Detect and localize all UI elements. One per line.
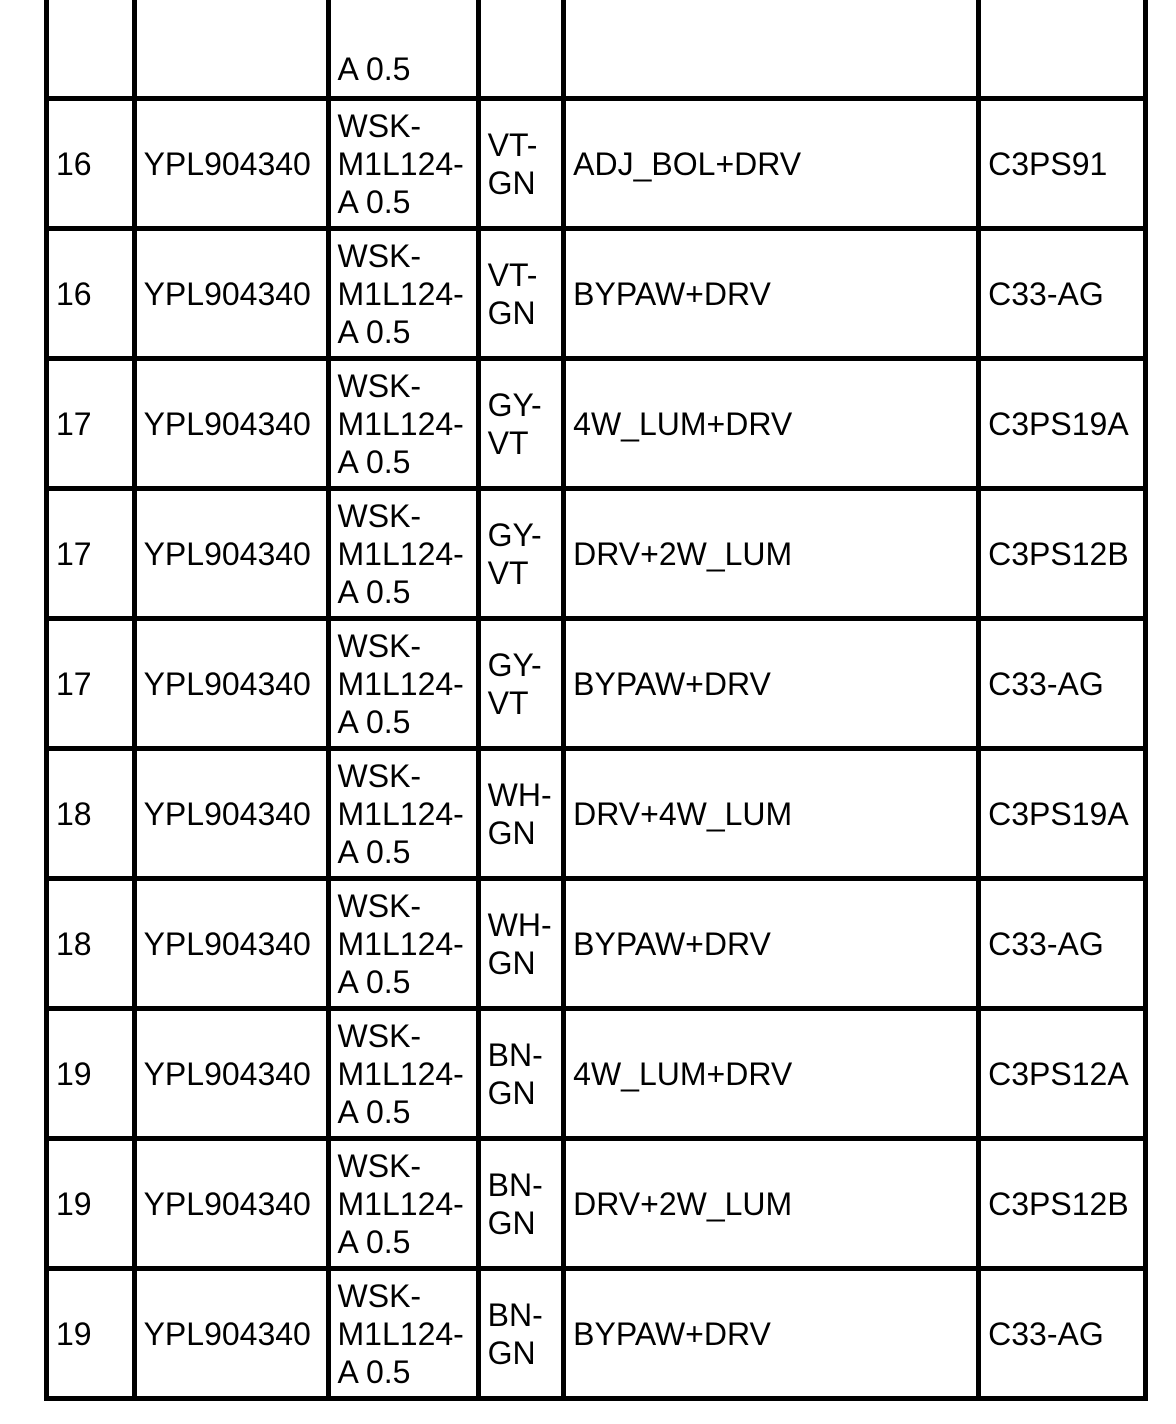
- terminal-line: A 0.5: [337, 1093, 411, 1130]
- wire-color-line: WH-: [487, 906, 552, 943]
- wire-color-line: BN-: [487, 1166, 543, 1203]
- terminal-line: A 0.5: [337, 313, 411, 350]
- wiring-table: [44, 0, 1148, 1401]
- terminal-line: A 0.5: [337, 703, 411, 740]
- part-number-cell: YPL904340: [134, 1009, 328, 1139]
- terminal-line: WSK-: [337, 887, 422, 924]
- terminal-line: M1L124-: [337, 1055, 464, 1092]
- terminal-line: A 0.5: [337, 443, 411, 480]
- wire-color-cell: [478, 879, 564, 1009]
- part-number-cell: YPL904340: [134, 879, 328, 1009]
- terminal-cell: [328, 879, 478, 1009]
- wire-color-cell: [478, 749, 564, 879]
- part-number-cell: YPL904340: [134, 359, 328, 489]
- terminal-line: WSK-: [337, 107, 422, 144]
- terminal-line: A 0.5: [337, 573, 411, 610]
- wire-color-line: GN: [487, 1074, 536, 1111]
- circuit-cell: ADJ_BOL+DRV: [564, 99, 979, 229]
- terminal-cell: [328, 1269, 478, 1399]
- wire-color-cell: [478, 489, 564, 619]
- circuit-cell: BYPAW+DRV: [564, 879, 979, 1009]
- table-row: [47, 359, 1146, 489]
- terminal-line: WSK-: [337, 1147, 422, 1184]
- terminal-line: WSK-: [337, 1277, 422, 1314]
- circuit-cell: DRV+2W_LUM: [564, 1139, 979, 1269]
- terminal-cell: [328, 1009, 478, 1139]
- connector-cell: C3PS91: [979, 99, 1146, 229]
- terminal-line: A 0.5: [337, 833, 411, 870]
- cavity-cell: [47, 0, 135, 99]
- terminal-cell: [328, 489, 478, 619]
- terminal-cell: [328, 749, 478, 879]
- terminal-cell: [328, 99, 478, 229]
- terminal-line: A 0.5: [337, 963, 411, 1000]
- wire-color-line: GY-: [487, 386, 542, 423]
- table-row: [47, 489, 1146, 619]
- table-row: [47, 1009, 1146, 1139]
- terminal-line: A 0.5: [337, 183, 411, 220]
- wire-color-line: VT: [487, 554, 529, 591]
- wire-color-line: BN-: [487, 1036, 543, 1073]
- circuit-cell: BYPAW+DRV: [564, 1269, 979, 1399]
- wire-color-line: VT-: [487, 126, 538, 163]
- wire-color-cell: [478, 229, 564, 359]
- connector-cell: C3PS12B: [979, 1139, 1146, 1269]
- terminal-line: WSK-: [337, 367, 422, 404]
- terminal-line: M1L124-: [337, 665, 464, 702]
- terminal-cell: [328, 1139, 478, 1269]
- wire-color-line: GY-: [487, 646, 542, 683]
- wire-color-cell: [478, 1139, 564, 1269]
- terminal-line: WSK-: [337, 497, 422, 534]
- cavity-cell: 18: [47, 749, 135, 879]
- terminal-line: WSK-: [337, 1017, 422, 1054]
- part-number-cell: YPL904340: [134, 489, 328, 619]
- terminal-line: A 0.5: [337, 1223, 411, 1260]
- cavity-cell: 17: [47, 619, 135, 749]
- wire-color-line: WH-: [487, 776, 552, 813]
- table-row: [47, 749, 1146, 879]
- terminal-line: WSK-: [337, 627, 422, 664]
- wire-color-line: VT: [487, 424, 529, 461]
- table-row: [47, 879, 1146, 1009]
- wire-color-line: GN: [487, 294, 536, 331]
- terminal-line: M1L124-: [337, 795, 464, 832]
- connector-cell: C3PS12B: [979, 489, 1146, 619]
- terminal-line: M1L124-: [337, 1315, 464, 1352]
- terminal-line: M1L124-: [337, 405, 464, 442]
- part-number-cell: YPL904340: [134, 229, 328, 359]
- wire-color-cell: [478, 619, 564, 749]
- table-body: [47, 0, 1146, 1399]
- terminal-line: WSK-: [337, 237, 422, 274]
- terminal-line: M1L124-: [337, 275, 464, 312]
- wire-color-line: GY-: [487, 516, 542, 553]
- wire-color-cell: [478, 99, 564, 229]
- cavity-cell: 18: [47, 879, 135, 1009]
- circuit-cell: [564, 0, 979, 99]
- cavity-cell: 19: [47, 1269, 135, 1399]
- table-row: [47, 1269, 1146, 1399]
- connector-cell: C33-AG: [979, 619, 1146, 749]
- terminal-cell: [328, 619, 478, 749]
- cavity-cell: 16: [47, 99, 135, 229]
- wire-color-cell: [478, 1269, 564, 1399]
- part-number-cell: YPL904340: [134, 619, 328, 749]
- wire-color-cell: [478, 359, 564, 489]
- terminal-line: WSK-: [337, 757, 422, 794]
- terminal-line: M1L124-: [337, 145, 464, 182]
- connector-cell: C33-AG: [979, 879, 1146, 1009]
- part-number-cell: YPL904340: [134, 749, 328, 879]
- circuit-cell: BYPAW+DRV: [564, 619, 979, 749]
- wire-color-line: GN: [487, 944, 536, 981]
- wire-color-line: GN: [487, 164, 536, 201]
- connector-cell: [979, 0, 1146, 99]
- wire-color-line: VT-: [487, 256, 538, 293]
- wire-color-line: VT: [487, 684, 529, 721]
- connector-cell: C3PS19A: [979, 359, 1146, 489]
- connector-cell: C33-AG: [979, 1269, 1146, 1399]
- terminal-cell: [328, 359, 478, 489]
- part-number-cell: [134, 0, 328, 99]
- wire-color-line: GN: [487, 1204, 536, 1241]
- cavity-cell: 19: [47, 1139, 135, 1269]
- part-number-cell: YPL904340: [134, 1269, 328, 1399]
- part-number-cell: YPL904340: [134, 99, 328, 229]
- terminal-line: M1L124-: [337, 535, 464, 572]
- circuit-cell: BYPAW+DRV: [564, 229, 979, 359]
- table-row: [47, 1139, 1146, 1269]
- connector-cell: C33-AG: [979, 229, 1146, 359]
- connector-cell: C3PS12A: [979, 1009, 1146, 1139]
- wire-color-line: GN: [487, 814, 536, 851]
- table-row: [47, 99, 1146, 229]
- terminal-cell: [328, 0, 478, 99]
- wire-color-cell: [478, 1009, 564, 1139]
- wire-color-cell: [478, 0, 564, 99]
- cavity-cell: 17: [47, 489, 135, 619]
- partial-table-row: [47, 0, 1146, 99]
- circuit-cell: 4W_LUM+DRV: [564, 359, 979, 489]
- circuit-cell: DRV+2W_LUM: [564, 489, 979, 619]
- circuit-cell: DRV+4W_LUM: [564, 749, 979, 879]
- cavity-cell: 19: [47, 1009, 135, 1139]
- terminal-line: M1L124-: [337, 1185, 464, 1222]
- terminal-line: M1L124-: [337, 925, 464, 962]
- cavity-cell: 16: [47, 229, 135, 359]
- circuit-cell: 4W_LUM+DRV: [564, 1009, 979, 1139]
- wire-color-line: BN-: [487, 1296, 543, 1333]
- connector-cell: C3PS19A: [979, 749, 1146, 879]
- wire-color-line: GN: [487, 1334, 536, 1371]
- part-number-cell: YPL904340: [134, 1139, 328, 1269]
- table-row: [47, 229, 1146, 359]
- cavity-cell: 17: [47, 359, 135, 489]
- terminal-line: A 0.5: [337, 51, 411, 87]
- table-row: [47, 619, 1146, 749]
- terminal-cell: [328, 229, 478, 359]
- terminal-line: A 0.5: [337, 1353, 411, 1390]
